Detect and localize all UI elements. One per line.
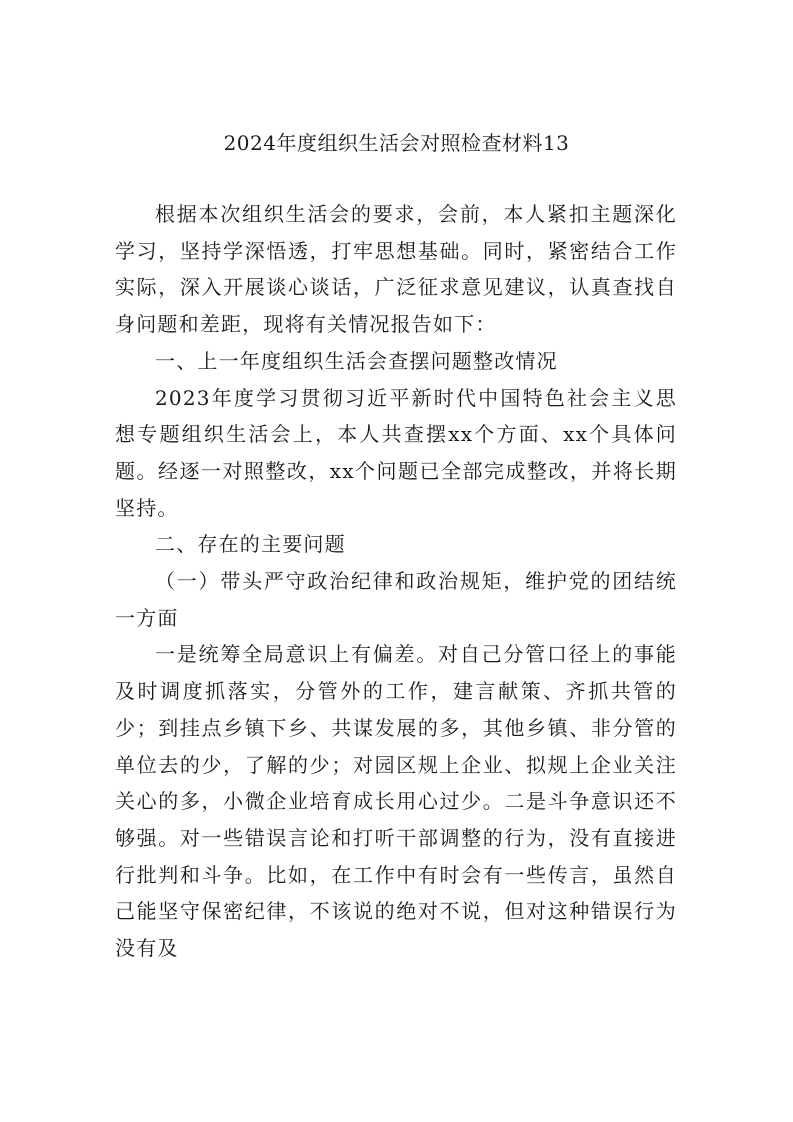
- subsection-heading-1: （一）带头严守政治纪律和政治规矩，维护党的团结统一方面: [115, 569, 677, 630]
- section-heading-2: 二、存在的主要问题: [155, 532, 346, 557]
- intro-paragraph: 根据本次组织生活会的要求，会前，本人紧扣主题深化学习，坚持学深悟透，打牢思想基础。同时，紧密结合工作实际，深入开展谈心谈话，广泛征求意见建议，认真查找自身问题和差距，现将有关情况报告如下：: [115, 202, 677, 337]
- document-body: [115, 196, 677, 967]
- subsection-1-paragraph: 一是统筹全局意识上有偏差。对自己分管口径上的事能及时调度抓落实，分管外的工作，建言献策、齐抓共管的少；到挂点乡镇下乡、共谋发展的多，其他乡镇、非分管的单位去的少，了解的少；对园区规上企业、拟规上企业关注关心的多，小微企业培育成长用心过少。二是斗争意识还不够强。对一些错误言论和打听干部调整的行为，没有直接进行批判和斗争。比如，在工作中有时会有一些传言，虽然自己能坚守保密纪律，不该说的绝对不说，但对这种错误行为没有及: [115, 642, 677, 961]
- document-title: 2024年度组织生活会对照检查材料13: [223, 131, 570, 155]
- section-1-paragraph: 2023年度学习贯彻习近平新时代中国特色社会主义思想专题组织生活会上，本人共查摆xx个方面、xx个具体问题。经逐一对照整改，xx个问题已全部完成整改，并将长期坚持。: [115, 385, 677, 520]
- section-heading-1: 一、上一年度组织生活会查摆问题整改情况: [155, 348, 558, 373]
